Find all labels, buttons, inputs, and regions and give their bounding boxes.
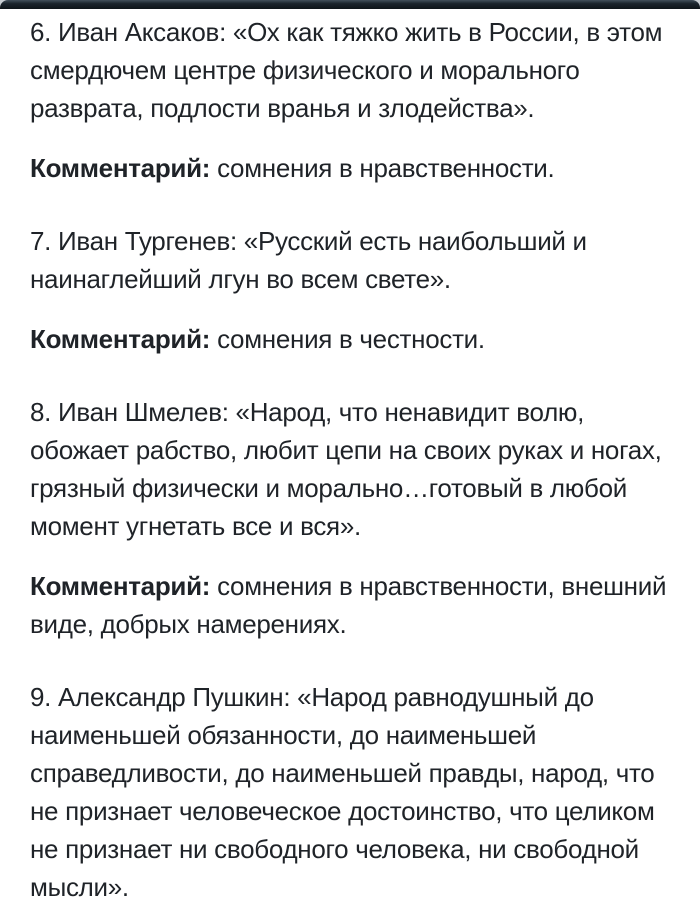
comment-label: Комментарий: xyxy=(30,153,211,183)
text-line: наименьшей обязанности, до наименьшей xyxy=(30,720,537,750)
text-line: не признает человеческое достоинство, что целиком xyxy=(30,796,655,826)
text-line: 9. Александр Пушкин: «Народ равнодушный до xyxy=(30,682,594,712)
quote-paragraph-7 xyxy=(30,222,670,298)
text-line: смердючем центре физического и морального xyxy=(30,55,580,85)
comment-paragraph-2 xyxy=(30,320,670,358)
text-line: момент угнетать все и вся». xyxy=(30,511,361,541)
comment-label: Комментарий: xyxy=(30,571,211,601)
text-line: обожает рабство, любит цепи на своих руках и ногах, xyxy=(30,435,662,465)
top-bar xyxy=(0,0,700,9)
comment-text: сомнения в нравственности, внешний xyxy=(210,571,667,601)
text-line: наинаглейший лгун во всем свете». xyxy=(30,264,451,294)
text-line xyxy=(30,320,670,358)
text-line: 8. Иван Шмелев: «Народ, что ненавидит волю, xyxy=(30,397,585,427)
comment-paragraph-1 xyxy=(30,149,670,187)
comment-text: сомнения в нравственности. xyxy=(210,153,555,183)
quote-paragraph-8 xyxy=(30,393,670,545)
top-bar-corners xyxy=(0,0,700,9)
text-line xyxy=(30,149,670,187)
document-body xyxy=(0,9,700,906)
text-line: разврата, подлости вранья и злодейства». xyxy=(30,93,535,123)
text-line: 6. Иван Аксаков: «Ох как тяжко жить в России, в этом xyxy=(30,17,663,47)
text-line: мысли». xyxy=(30,872,129,902)
text-line: 7. Иван Тургенев: «Русский есть наибольший и xyxy=(30,226,587,256)
text-line: грязный физически и морально…готовый в любой xyxy=(30,473,627,503)
text-line: справедливости, до наименьшей правды, народ, что xyxy=(30,758,655,788)
text-line: не признает ни свободного человека, ни свободной xyxy=(30,834,639,864)
comment-text: сомнения в честности. xyxy=(210,324,485,354)
quote-paragraph-9 xyxy=(30,678,670,906)
text-line: виде, добрых намерениях. xyxy=(30,609,347,639)
text-line xyxy=(30,567,670,605)
comment-paragraph-3 xyxy=(30,567,670,643)
quote-paragraph-6 xyxy=(30,13,670,127)
comment-label: Комментарий: xyxy=(30,324,211,354)
